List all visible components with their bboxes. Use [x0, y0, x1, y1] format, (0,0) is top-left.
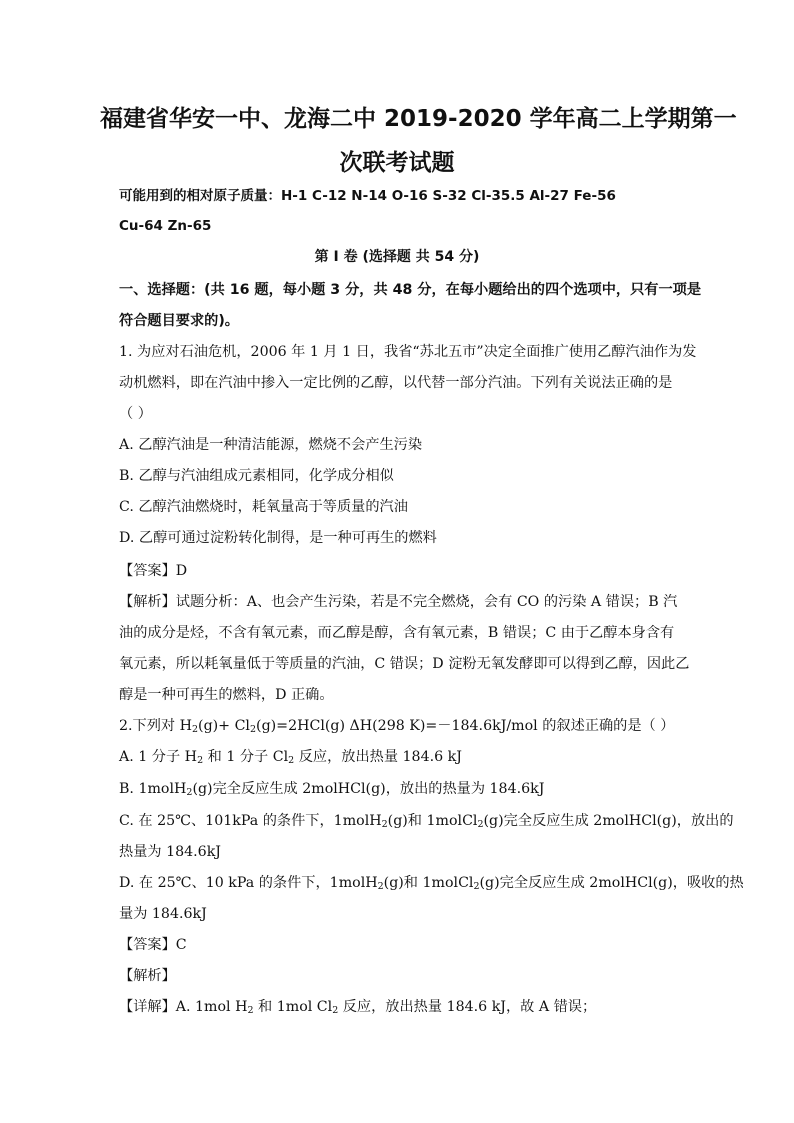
question-2-option-b: B. 1molH$_2$(g)完全反应生成 2molHCl(g)，放出的热量为 184.6kJ: [119, 781, 545, 798]
question-1-option-a: A. 乙醇汽油是一种清洁能源，燃烧不会产生污染: [119, 437, 423, 453]
question-1-analysis-line3: 氧元素，所以耗氧量低于等质量的汽油，C 错误；D 淀粉无氧发酵即可以得到乙醇，因此乙: [119, 656, 690, 672]
atomic-mass-line1: 可能用到的相对原子质量：H-1 C-12 N-14 O-16 S-32 Cl-35.5 Al-27 Fe-56: [119, 188, 616, 204]
page-title-line1: 福建省华安一中、龙海二中 2019-2020 学年高二上学期第一: [100, 106, 737, 132]
page-title-line2: 次联考试题: [339, 150, 455, 176]
question-2-option-c-line2: 热量为 184.6kJ: [119, 844, 221, 860]
question-1-analysis-line4: 醇是一种可再生的燃料，D 正确。: [119, 687, 334, 703]
question-1-option-b: B. 乙醇与汽油组成元素相同，化学成分相似: [119, 468, 394, 484]
question-1-stem-line2: 动机燃料，即在汽油中掺入一定比例的乙醇，以代替一部分汽油。下列有关说法正确的是: [119, 375, 673, 391]
question-1-stem-line3: （ ）: [119, 406, 152, 422]
question-1-answer: 【答案】D: [119, 563, 188, 579]
question-2-answer: 【答案】C: [119, 937, 187, 953]
section-header: 第 I 卷 (选择题 共 54 分): [314, 249, 480, 265]
question-1-option-c: C. 乙醇汽油燃烧时，耗氧量高于等质量的汽油: [119, 499, 408, 515]
question-2-option-d-line2: 量为 184.6kJ: [119, 906, 207, 922]
question-2-analysis: 【解析】: [119, 968, 176, 984]
question-2-detail: 【详解】A. 1mol $H_2$ 和 1mol $Cl_2$ 反应，放出热量 184.6 kJ，故 A 错误；: [119, 999, 597, 1016]
question-1-option-d: D. 乙醇可通过淀粉转化制得，是一种可再生的燃料: [119, 530, 437, 546]
instructions-line2: 符合题目要求的)。: [119, 313, 239, 329]
atomic-mass-line2: Cu-64 Zn-65: [119, 218, 212, 234]
question-1-stem-line1: 1. 为应对石油危机，2006 年 1 月 1 日，我省“苏北五市”决定全面推广使用乙醇汽油作为发: [119, 344, 697, 360]
question-2-option-a: A. 1 分子 $H_2$ 和 1 分子 $Cl_2$ 反应，放出热量 184.6 kJ: [119, 749, 462, 766]
instructions-line1: 一、选择题：(共 16 题，每小题 3 分，共 48 分，在每小题给出的四个选项中，只有一项是: [119, 282, 702, 298]
question-1-analysis-line1: 【解析】试题分析：A、也会产生污染，若是不完全燃烧，会有 CO 的污染 A 错误；B 汽: [119, 594, 678, 610]
question-2-stem: 2.下列对 $H_2(g)+ Cl_2(g)=2HCl(g)$ ΔH(298 K)=－184.6kJ/mol 的叙述正确的是（ ）: [119, 718, 675, 735]
question-2-option-c: C. 在 25℃、101kPa 的条件下，1molH$_2$(g)和 1molCl$_2$(g)完全反应生成 2molHCl(g)，放出的: [119, 813, 734, 830]
question-1-analysis-line2: 油的成分是烃，不含有氧元素，而乙醇是醇，含有氧元素，B 错误；C 由于乙醇本身含有: [119, 625, 675, 641]
question-2-option-d: D. 在 25℃、10 kPa 的条件下，1molH$_2$(g)和 1molCl$_2$(g)完全反应生成 2molHCl(g)，吸收的热: [119, 875, 744, 892]
